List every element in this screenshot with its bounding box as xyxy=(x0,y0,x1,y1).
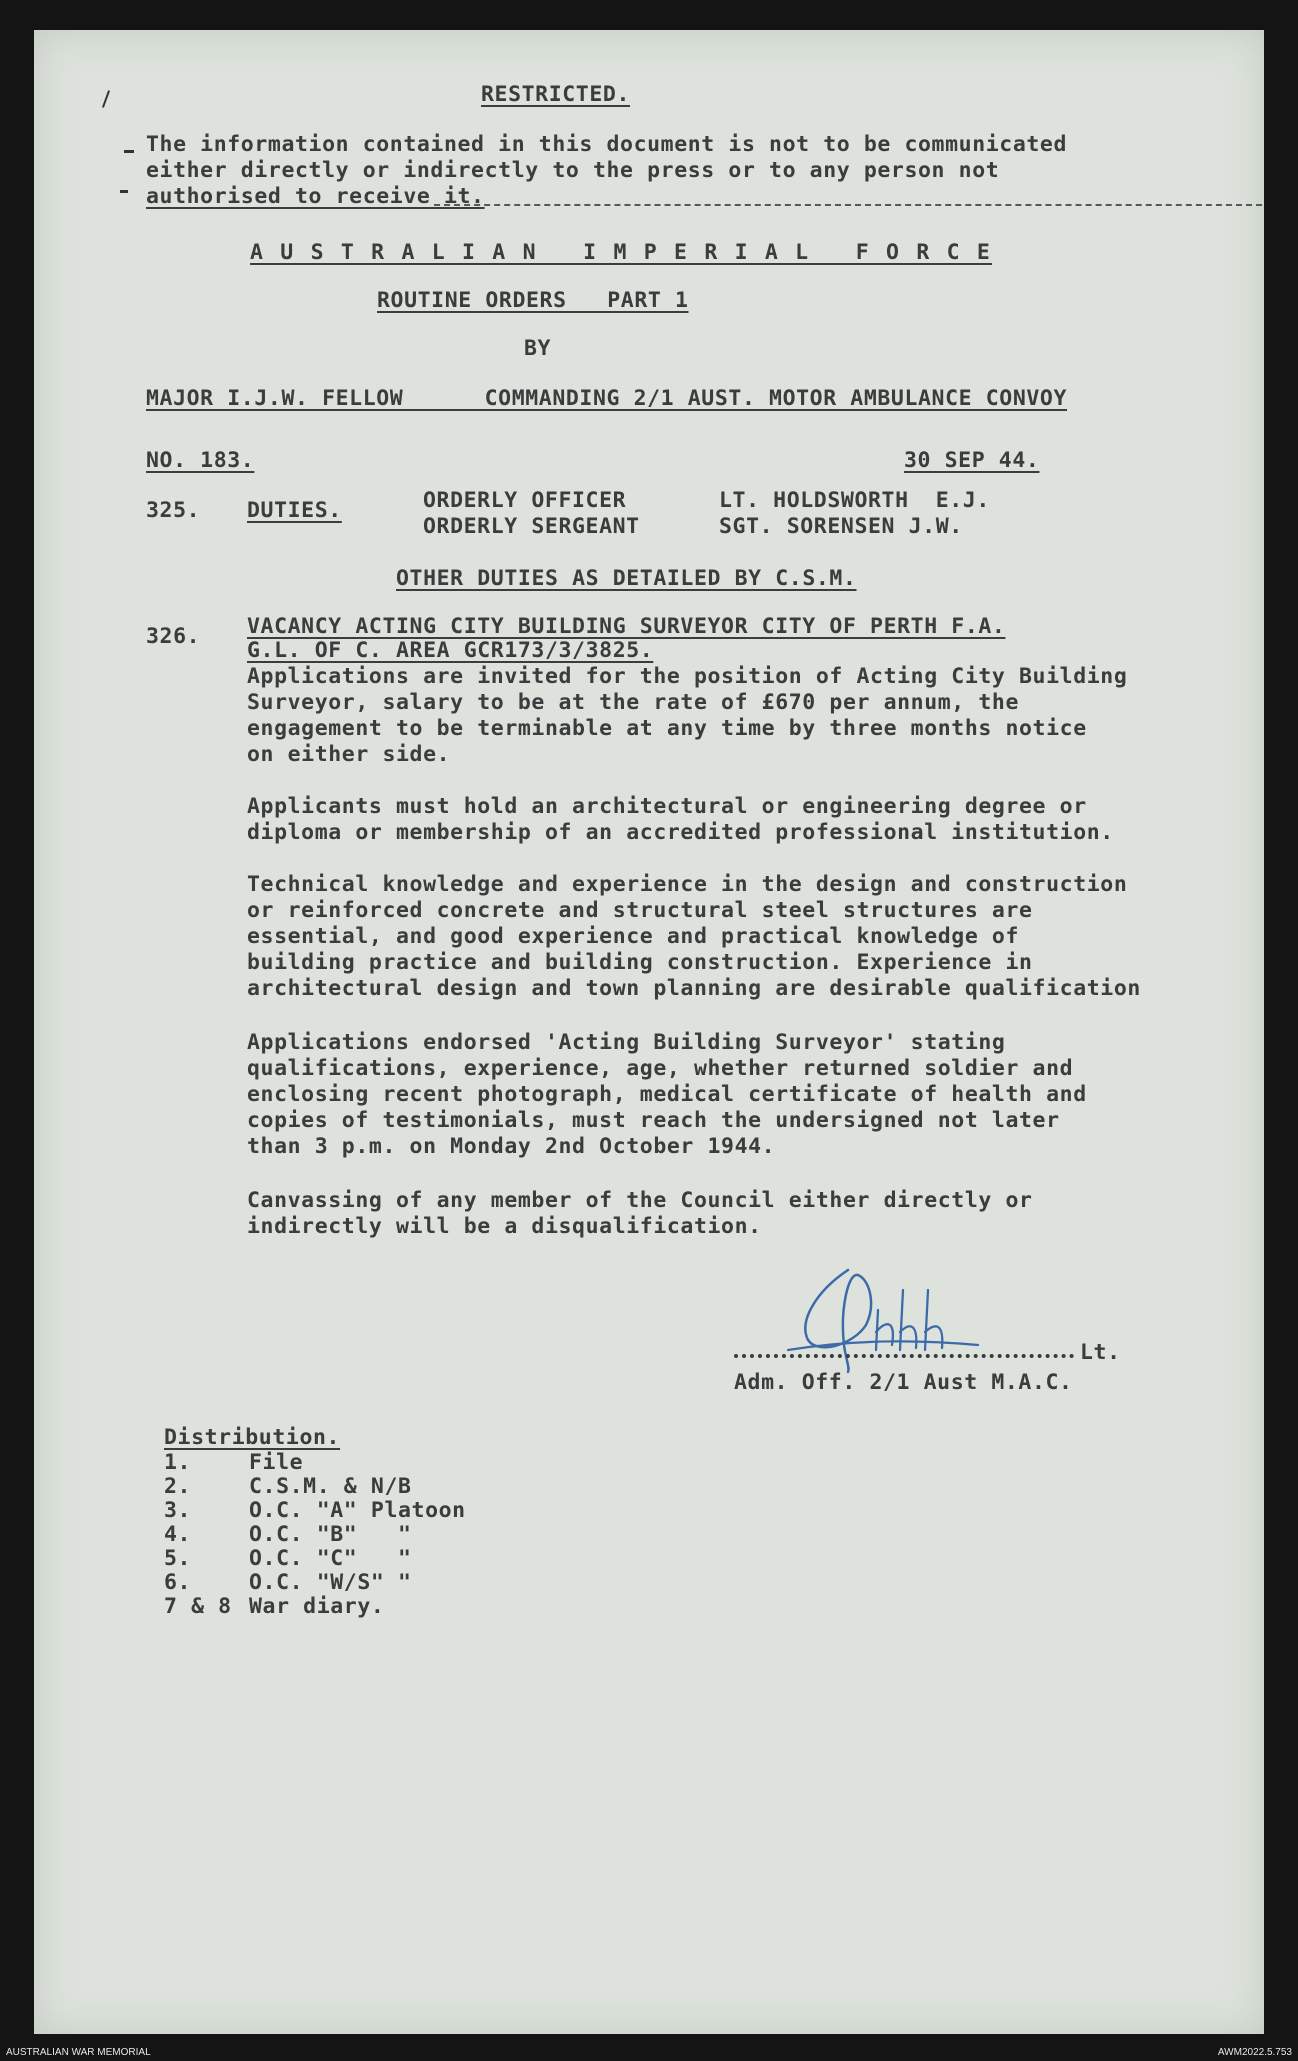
vacancy-title-2: G.L. OF C. AREA GCR173/3/3825. xyxy=(247,638,654,663)
orderly-officer-role: ORDERLY OFFICER xyxy=(423,488,627,513)
distribution-item: O.C. "C" " xyxy=(249,1546,412,1571)
order-number: NO. 183. xyxy=(146,448,255,473)
order-date: 30 SEP 44. xyxy=(904,448,1040,473)
paragraph-line: indirectly will be a disqualification. xyxy=(247,1214,762,1239)
commander-line: MAJOR I.J.W. FELLOW COMMANDING 2/1 AUST. MOTOR AMBULANCE CONVOY xyxy=(146,386,1067,411)
footer-accession: AWM2022.5.753 xyxy=(1217,2047,1292,2058)
force-heading: A U S T R A L I A N I M P E R I A L F O R C E xyxy=(250,240,993,265)
signature-rank: Lt. xyxy=(1080,1340,1121,1365)
vacancy-title-1: VACANCY ACTING CITY BUILDING SURVEYOR CITY OF PERTH F.A. xyxy=(247,614,1006,639)
orderly-sergeant-role: ORDERLY SERGEANT xyxy=(423,514,640,539)
paragraph-line: architectural design and town planning are desirable qualification xyxy=(247,976,1141,1001)
paragraph-line: or reinforced concrete and structural steel structures are xyxy=(247,898,1033,923)
paragraph-line: Surveyor, salary to be at the rate of £670 per annum, the xyxy=(247,690,1020,715)
warning-line-2: either directly or indirectly to the press or to any person not xyxy=(146,158,1000,183)
other-duties: OTHER DUTIES AS DETAILED BY C.S.M. xyxy=(396,566,857,591)
vacancy-number: 326. xyxy=(146,624,201,649)
paragraph-line: Canvassing of any member of the Council either directly or xyxy=(247,1188,1033,1213)
orders-heading: ROUTINE ORDERS PART 1 xyxy=(377,288,689,313)
warning-line-3: authorised to receive it. xyxy=(146,184,485,209)
distribution-item: File xyxy=(249,1450,304,1475)
distribution-number: 5. xyxy=(164,1546,192,1571)
paragraph-line: Applications endorsed 'Acting Building Surveyor' stating xyxy=(247,1030,1006,1055)
restricted-heading: RESTRICTED. xyxy=(481,82,630,107)
by-label: BY xyxy=(524,336,552,361)
paragraph-line: qualifications, experience, age, whether returned soldier and xyxy=(247,1056,1074,1081)
paragraph-line: Applicants must hold an architectural or engineering degree or xyxy=(247,794,1087,819)
margin-mark xyxy=(102,90,110,108)
paragraph-line: building practice and building construction. Experience in xyxy=(247,950,1033,975)
footer-source: AUSTRALIAN WAR MEMORIAL xyxy=(6,2047,151,2058)
distribution-item: War diary. xyxy=(249,1594,385,1619)
distribution-heading: Distribution. xyxy=(164,1425,341,1450)
handwritten-signature xyxy=(778,1250,1018,1380)
paragraph-line: on either side. xyxy=(247,742,451,767)
distribution-number: 3. xyxy=(164,1498,192,1523)
distribution-item: C.S.M. & N/B xyxy=(249,1474,412,1499)
distribution-number: 1. xyxy=(164,1450,192,1475)
signature-line xyxy=(734,1354,1074,1358)
paragraph-line: essential, and good experience and practical knowledge of xyxy=(247,924,1020,949)
paragraph-line: than 3 p.m. on Monday 2nd October 1944. xyxy=(247,1134,776,1159)
distribution-item: O.C. "B" " xyxy=(249,1522,412,1547)
warning-line-1: The information contained in this document is not to be communicated xyxy=(146,132,1067,157)
paragraph-line: Technical knowledge and experience in the design and construction xyxy=(247,872,1128,897)
distribution-item: O.C. "W/S" " xyxy=(249,1570,412,1595)
distribution-number: 2. xyxy=(164,1474,192,1499)
orderly-officer-name: LT. HOLDSWORTH E.J. xyxy=(719,488,990,513)
paragraph-line: diploma or membership of an accredited professional institution. xyxy=(247,820,1114,845)
distribution-number: 6. xyxy=(164,1570,192,1595)
paragraph-line: engagement to be terminable at any time by three months notice xyxy=(247,716,1087,741)
paragraph-line: enclosing recent photograph, medical certificate of health and xyxy=(247,1082,1087,1107)
paragraph-line: Applications are invited for the position of Acting City Building xyxy=(247,664,1128,689)
margin-mark xyxy=(124,150,134,153)
distribution-number: 7 & 8 xyxy=(164,1594,232,1619)
distribution-item: O.C. "A" Platoon xyxy=(249,1498,466,1523)
signature-role: Adm. Off. 2/1 Aust M.A.C. xyxy=(734,1370,1073,1395)
margin-mark xyxy=(120,190,128,193)
separator-line xyxy=(434,204,1262,206)
paragraph-line: copies of testimonials, must reach the undersigned not later xyxy=(247,1108,1060,1133)
orderly-sergeant-name: SGT. SORENSEN J.W. xyxy=(719,514,963,539)
duties-number: 325. xyxy=(146,498,201,523)
duties-heading: DUTIES. xyxy=(247,498,342,523)
document-page xyxy=(34,30,1264,2034)
distribution-number: 4. xyxy=(164,1522,192,1547)
